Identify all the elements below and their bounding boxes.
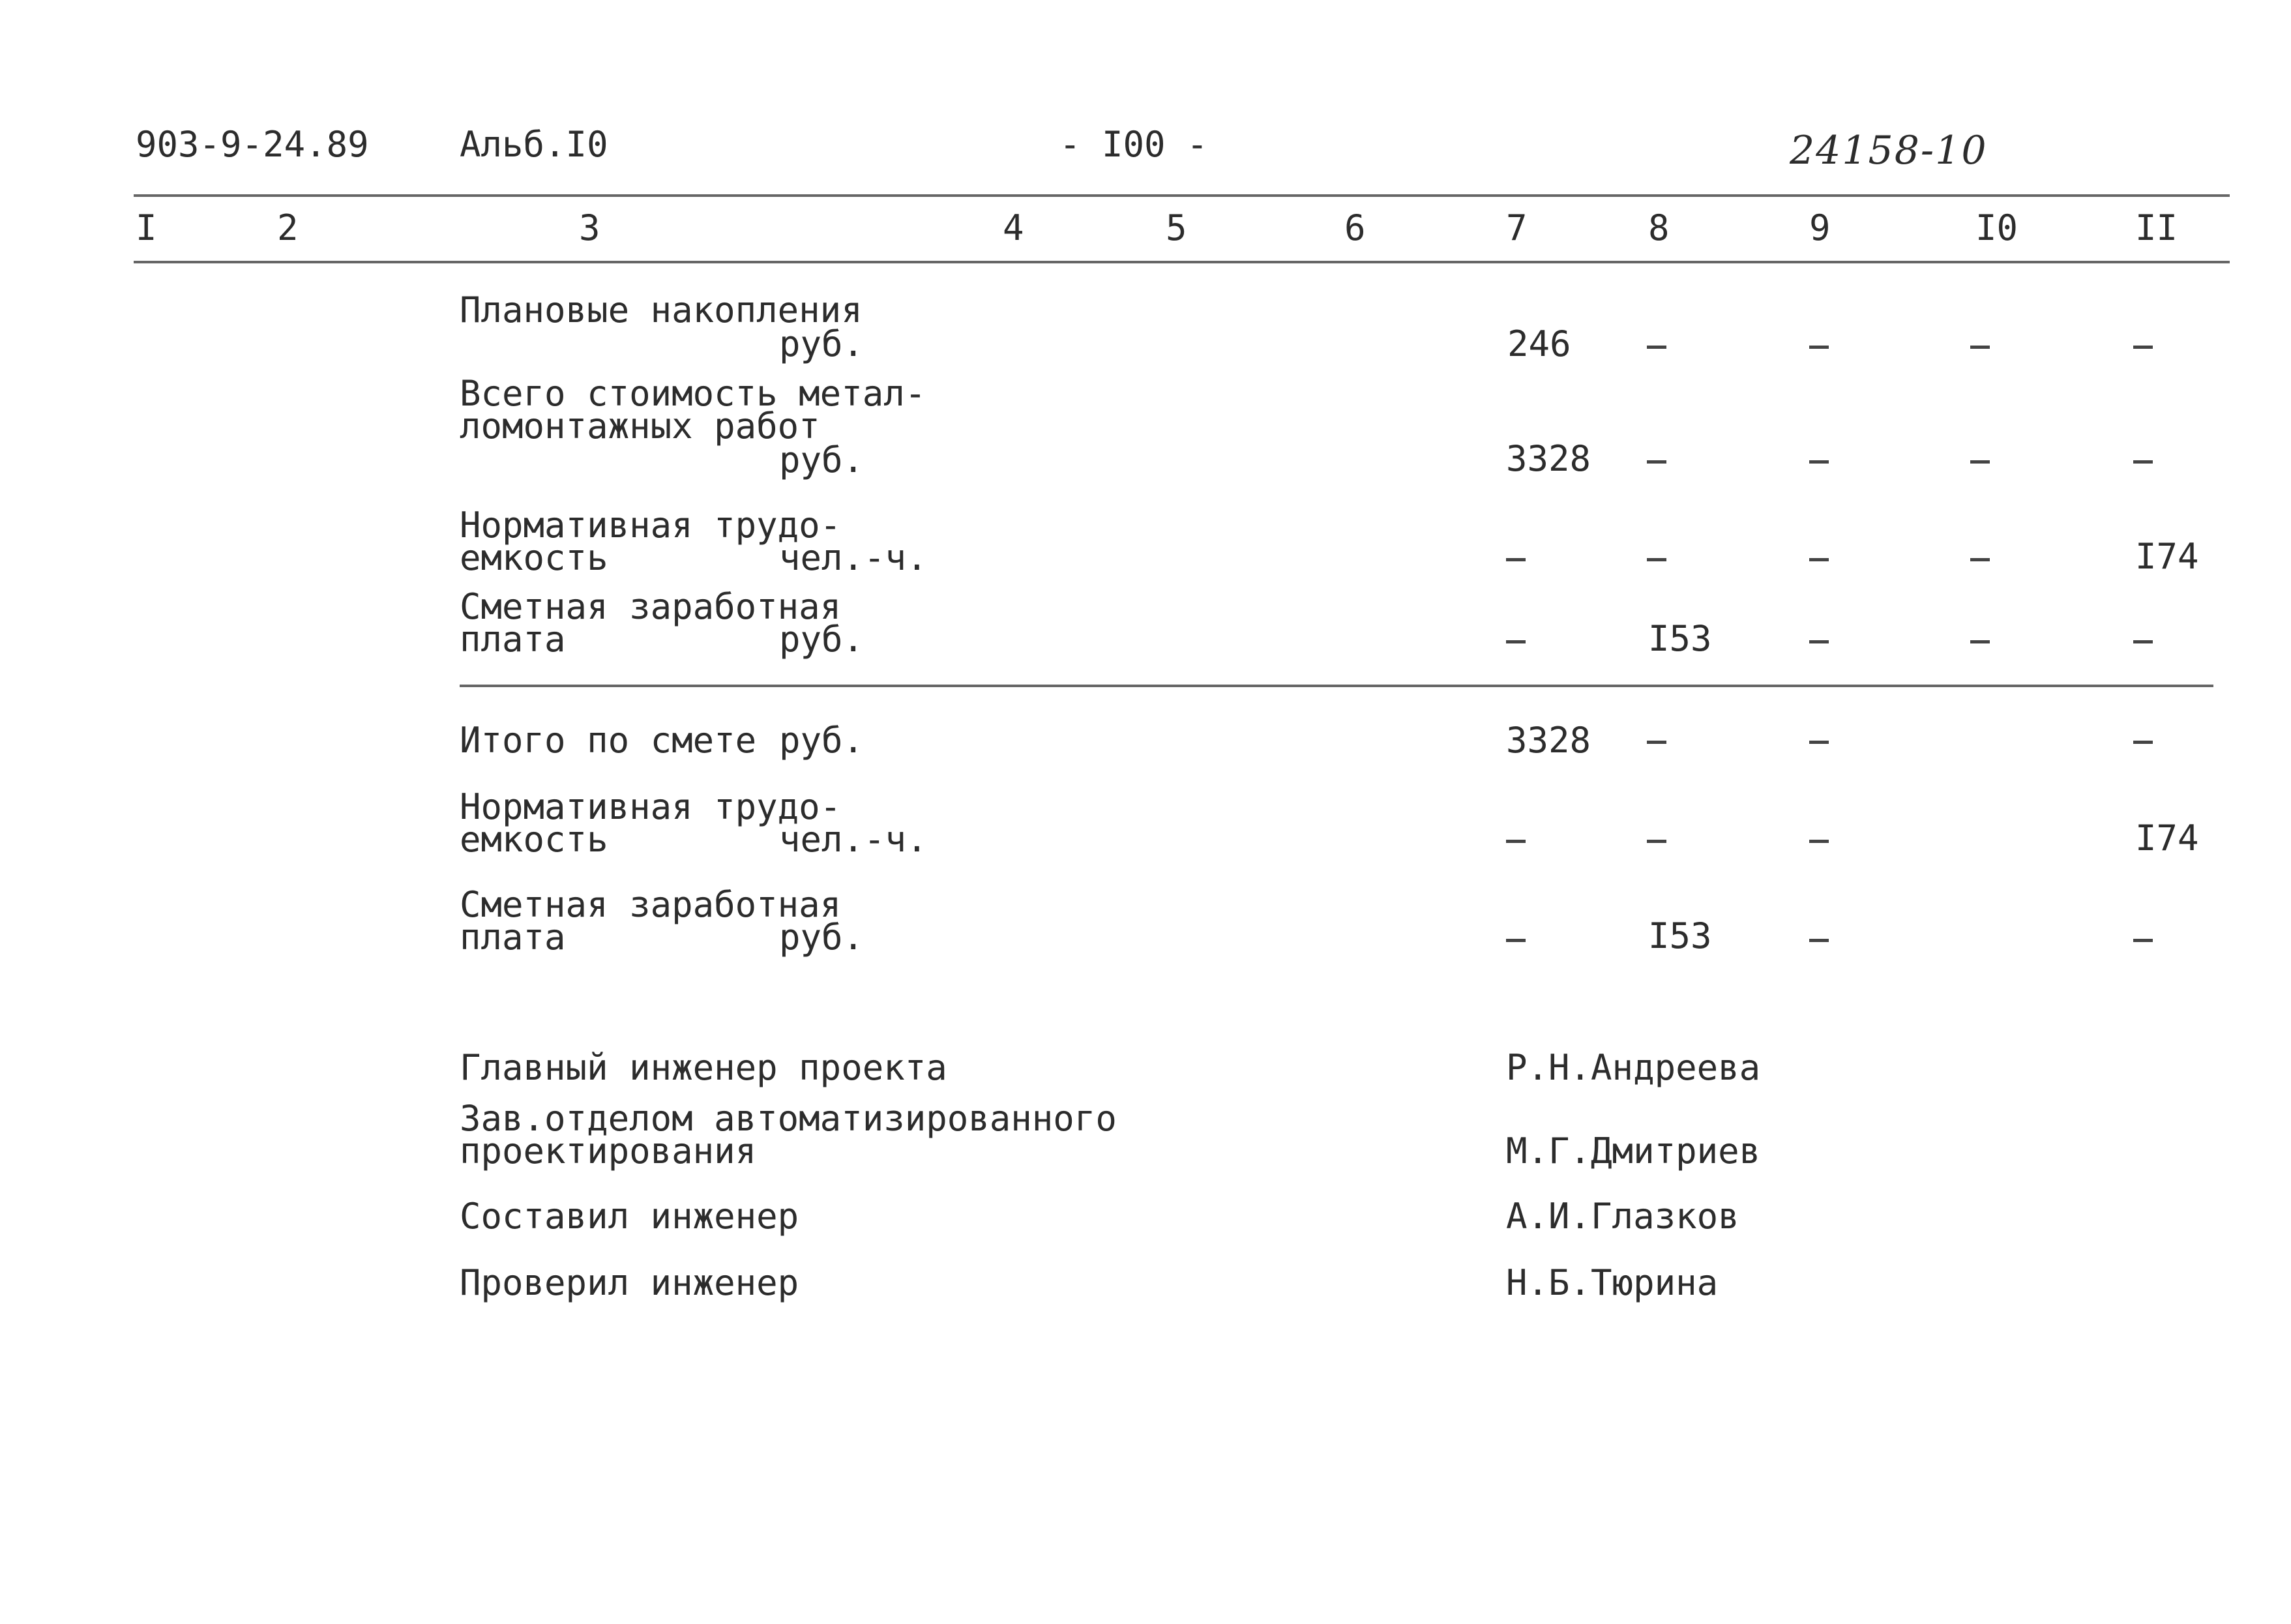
- totals-labor-label-2: емкость: [460, 819, 608, 860]
- row-labor-unit: чел.-ч.: [779, 537, 928, 578]
- album-number: Альб.I0: [460, 124, 608, 165]
- page-number: - I00 -: [1059, 124, 1208, 165]
- totals-itogo-label: Итого по смете: [460, 720, 757, 761]
- row-total-cost-label-1: Всего стоимость метал-: [460, 373, 926, 414]
- column-header-3: 3: [579, 207, 600, 248]
- row-total-cost-col7: 3328: [1506, 438, 1591, 479]
- signature-role-department-head-1: Зав.отделом автоматизированного: [460, 1098, 1117, 1139]
- row-total-cost-col8-dash: [1647, 460, 1666, 464]
- column-header-6: 6: [1344, 207, 1366, 248]
- totals-wage-col9-dash: [1809, 939, 1829, 942]
- row-wage-col10-dash: [1970, 640, 1990, 643]
- signature-role-chief-engineer: Главный инженер проекта: [460, 1047, 947, 1088]
- row-wage-label-2: плата: [460, 619, 566, 660]
- column-header-8: 8: [1648, 207, 1670, 248]
- totals-wage-col11-dash: [2133, 939, 2153, 942]
- row-wage-col9-dash: [1809, 640, 1829, 643]
- row-planned-col8-dash: [1647, 346, 1666, 349]
- row-total-cost-col11-dash: [2133, 460, 2153, 464]
- row-wage-col11-dash: [2133, 640, 2153, 643]
- totals-wage-label-1: Сметная заработная: [460, 884, 842, 925]
- row-labor-label-1: Нормативная трудо-: [460, 505, 842, 546]
- row-planned-unit: руб.: [779, 323, 865, 364]
- totals-wage-label-2: плата: [460, 917, 566, 958]
- totals-itogo-col8-dash: [1647, 741, 1666, 744]
- signature-role-compiled-by: Составил инженер: [460, 1196, 799, 1237]
- totals-labor-col9-dash: [1809, 840, 1829, 843]
- column-header-1: I: [136, 207, 157, 248]
- document-code: 903-9-24.89: [136, 124, 369, 165]
- column-header-10: I0: [1975, 207, 2018, 248]
- row-labor-col9-dash: [1809, 558, 1829, 561]
- signature-name-compiled-by: А.И.Глазков: [1506, 1196, 1739, 1237]
- signature-name-department-head: М.Г.Дмитриев: [1506, 1130, 1761, 1172]
- totals-itogo-unit: руб.: [779, 720, 865, 761]
- row-wage-col8: I53: [1648, 618, 1712, 659]
- row-total-cost-label-2: ломонтажных работ: [460, 406, 820, 447]
- totals-itogo-col7: 3328: [1506, 720, 1591, 761]
- row-planned-col11-dash: [2133, 346, 2153, 349]
- totals-itogo-col11-dash: [2133, 741, 2153, 744]
- column-header-7: 7: [1506, 207, 1528, 248]
- row-wage-col7-dash: [1506, 640, 1526, 643]
- column-header-11: II: [2135, 207, 2178, 248]
- signature-name-chief-engineer: Р.Н.Андреева: [1506, 1047, 1761, 1088]
- signature-name-checked-by: Н.Б.Тюрина: [1506, 1262, 1719, 1303]
- totals-wage-col8: I53: [1648, 915, 1712, 956]
- row-labor-col10-dash: [1970, 558, 1990, 561]
- totals-wage-col7-dash: [1506, 939, 1526, 942]
- column-header-4: 4: [1003, 207, 1024, 248]
- column-header-9: 9: [1809, 207, 1831, 248]
- totals-labor-col8-dash: [1647, 840, 1666, 843]
- row-total-cost-col9-dash: [1809, 460, 1829, 464]
- table-top-rule: [134, 194, 2230, 197]
- row-total-cost-col10-dash: [1970, 460, 1990, 464]
- column-header-2: 2: [277, 207, 299, 248]
- totals-itogo-col9-dash: [1809, 741, 1829, 744]
- handwritten-inventory-number: 24158-10: [1790, 128, 1988, 173]
- signature-role-department-head-2: проектирования: [460, 1130, 757, 1172]
- row-planned-col10-dash: [1970, 346, 1990, 349]
- row-wage-label-1: Сметная заработная: [460, 586, 842, 627]
- row-planned-col7: 246: [1507, 323, 1571, 364]
- row-labor-col11: I74: [2135, 536, 2199, 577]
- totals-labor-col7-dash: [1506, 840, 1526, 843]
- row-labor-col8-dash: [1647, 558, 1666, 561]
- row-labor-col7-dash: [1506, 558, 1526, 561]
- row-planned-col9-dash: [1809, 346, 1829, 349]
- totals-labor-col11: I74: [2135, 818, 2199, 859]
- table-header-bottom-rule: [134, 261, 2230, 263]
- row-total-cost-unit: руб.: [779, 439, 865, 480]
- totals-labor-label-1: Нормативная трудо-: [460, 786, 842, 827]
- totals-separator-rule: [460, 685, 2213, 687]
- row-wage-unit: руб.: [779, 619, 865, 660]
- row-planned-label: Плановые накопления: [460, 289, 863, 331]
- column-header-5: 5: [1166, 207, 1187, 248]
- totals-wage-unit: руб.: [779, 917, 865, 958]
- row-labor-label-2: емкость: [460, 537, 608, 578]
- totals-labor-unit: чел.-ч.: [779, 819, 928, 860]
- signature-role-checked-by: Проверил инженер: [460, 1262, 799, 1303]
